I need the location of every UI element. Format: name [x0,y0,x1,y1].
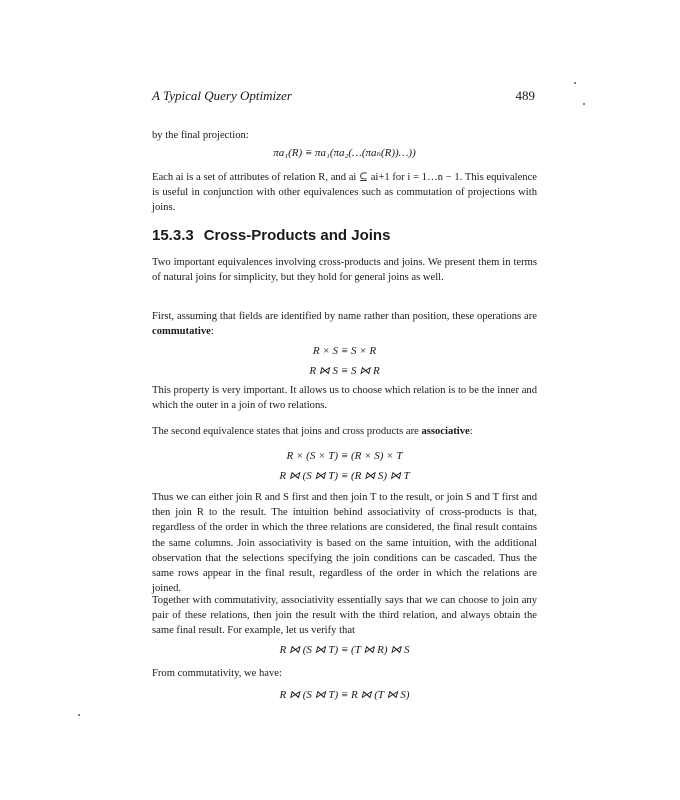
paragraph-associative-colon: : [469,426,473,437]
term-associative: associative [421,426,470,437]
section-heading [152,227,537,244]
cross-product-associativity-equation: R × (S × T) ≡ (R × S) × T [286,450,403,462]
example-equation: R ⋈ (S ⋈ T) ≡ (T ⋈ R) ⋈ S [279,644,410,656]
scan-speck [583,103,585,105]
paragraph-commutative-text: First, assuming that fields are identified by name rather than position, these operations are [152,311,537,322]
paragraph-cross-products-intro: Two important equivalences involving cross-products and joins. We present them in terms of natural joins for simplicity, but they hold for general joins as well. [152,257,537,284]
running-head [152,88,535,104]
paragraph-commutative [152,309,537,339]
paragraph-importance: This property is very important. It allows us to choose which relation is to be the inner and which the outer in a join of two relations. [152,385,537,412]
paragraph-associative [152,424,537,439]
join-associativity-equation: R ⋈ (S ⋈ T) ≡ (R ⋈ S) ⋈ T [279,470,410,482]
projection-cascade-equation: πa₁(R) ≡ πa₁(πa₂(…(πaₙ(R))…)) [273,147,416,159]
section-title: Cross-Products and Joins [203,227,391,244]
scan-speck [78,714,80,716]
page-number: 489 [515,88,535,103]
paragraph-commutativity-associativity: Together with commutativity, associativity essentially says that we can choose to join any pair of these relations, then join the result with the third relation, and always obtain the same final result. For example, let us verify that [152,595,537,637]
paragraph-from-commutativity: From commutativity, we have: [152,668,282,679]
intro-paragraph: Each ai is a set of attributes of relation R, and ai ⊆ ai+1 for i = 1…n − 1. This equivalence is useful in conjunction with other equivalences such as commutation of projections with joins. [152,172,537,214]
cross-product-commutativity-equation: R × S ≡ S × R [312,345,377,357]
paragraph-commutative-colon: : [210,326,214,338]
join-commutativity-equation: R ⋈ S ≡ S ⋈ R [309,365,380,377]
term-commutative: commutative [152,326,211,338]
section-number: 15.3.3 [152,227,194,244]
running-title: A Typical Query Optimizer [152,88,292,103]
paragraph-associativity-intuition: Thus we can either join R and S first and then join T to the result, or join S and T first and then join R to the result. The intuition behind associativity of cross-products is that, regardless of the order in which the three relations are considered, the final result contains the same columns. Join associativity is based on the same intuition, with the additional observation that the selections specifying the join conditions can be cascaded. Thus the same rows appear in the final result, regardless of the order in which the relations are joined. [152,492,537,595]
paragraph-associative-text: The second equivalence states that joins and cross products are [152,426,422,437]
scan-speck [574,82,576,84]
commutativity-step-equation: R ⋈ (S ⋈ T) ≡ R ⋈ (T ⋈ S) [279,689,410,701]
intro-lead: by the final projection: [152,130,249,141]
